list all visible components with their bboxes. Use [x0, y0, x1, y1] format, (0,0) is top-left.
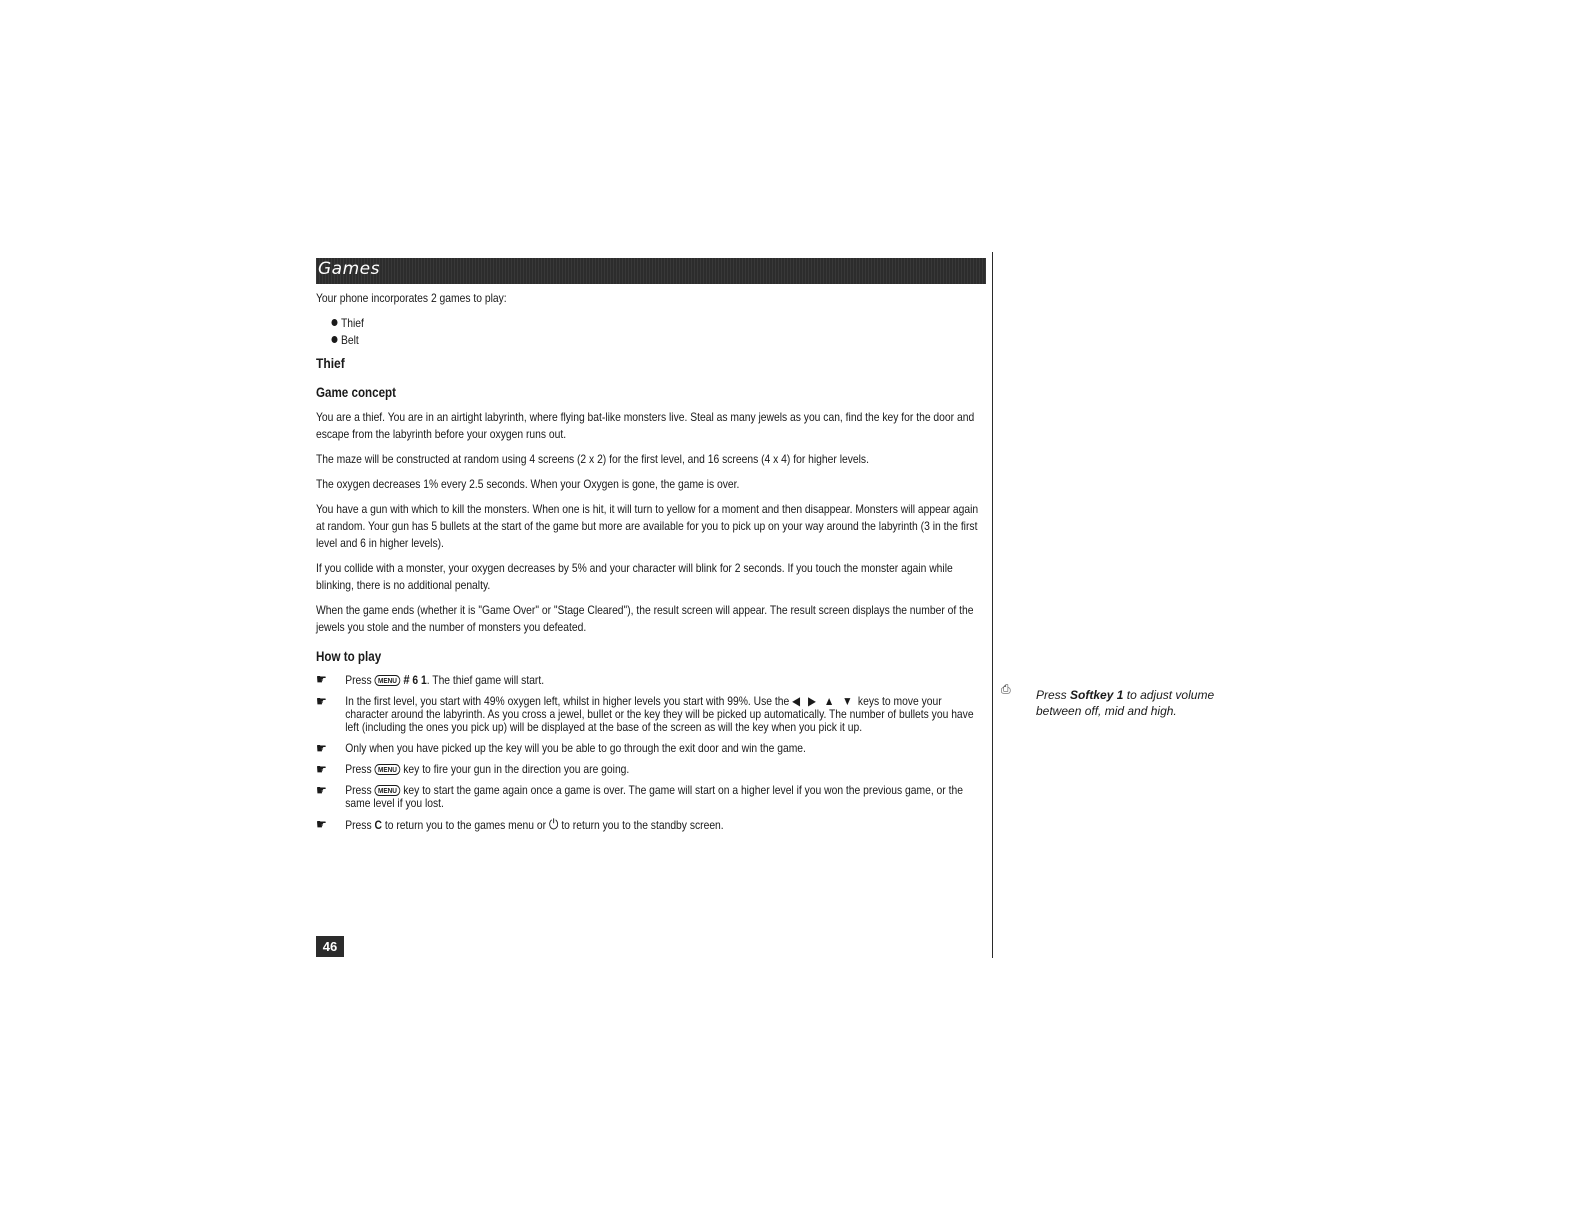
list-item: Belt [331, 332, 982, 349]
section-banner [316, 258, 986, 284]
step-item: ☛ Press C to return you to the games menu or ⏻ to return you to the standby screen. [316, 816, 724, 832]
softkey-label: Softkey 1 [1070, 688, 1124, 702]
instruction-steps [316, 673, 982, 832]
pointing-hand-icon: ☛ [316, 671, 327, 687]
page-title: Games [318, 259, 380, 279]
concept-paragraph: If you collide with a monster, your oxygen decreases by 5% and your character will blink for 2 seconds. If you touch the monster again while blinking, there is no additional penalty. [316, 561, 953, 592]
power-end-key-icon: ⏻ [548, 816, 559, 832]
step-item: ☛ Press MENU key to fire your gun in the direction you are going. [316, 761, 630, 777]
pointing-hand-icon: ☛ [316, 740, 327, 756]
pointing-hand-icon: ☛ [316, 693, 327, 709]
pointing-hand-icon: ☛ [316, 761, 327, 777]
games-list [331, 315, 982, 349]
column-divider [992, 252, 993, 958]
list-item: Thief [331, 315, 982, 332]
concept-paragraph: When the game ends (whether it is "Game Over" or "Stage Cleared"), the result screen will appear. The result screen displays the number of the jewels you stole and the number of monsters you defeated. [316, 603, 974, 634]
note-icon: ⎙ [1001, 682, 1011, 696]
concept-paragraph: The maze will be constructed at random using 4 screens (2 x 2) for the first level, and 16 screens (4 x 4) for higher levels. [316, 452, 869, 466]
page-number: 46 [316, 936, 344, 957]
concept-paragraph: You are a thief. You are in an airtight labyrinth, where flying bat-like monsters live. Steal as many jewels as you can, find the key for the door and escape from the labyrinth before your oxygen runs out. [316, 410, 975, 441]
step-item: ☛ Only when you have picked up the key will you be able to go through the exit door and win the game. [316, 740, 806, 756]
bullet-dot-icon [331, 319, 337, 326]
hash-key-icon: # [403, 672, 410, 687]
menu-key-icon: MENU [375, 785, 401, 796]
section-heading-thief: Thief [316, 355, 345, 371]
subheading-how-to-play: How to play [316, 649, 382, 664]
subheading-game-concept: Game concept [316, 385, 397, 400]
step-item: ☛ Press MENU # 6 1. The thief game will start. [316, 671, 545, 687]
menu-key-icon: MENU [375, 675, 401, 686]
main-content [316, 290, 984, 840]
step-item: ☛ Press MENU key to start the game again once a game is over. The game will start on a higher level if you won the previous game, or the same level if you lost. [316, 782, 963, 810]
step-item: ☛ In the first level, you start with 49% oxygen left, whilst in higher levels you start with 99%. Use the ◀ ▶ ▲ ▼ keys to move your character around the labyrinth. As you cross a jewel, bullet or the key they will be picked up automatically. The number of bullets you have left (including the ones you pick up) will be displayed at the base of the screen as will the key when you pick it up. [316, 693, 974, 734]
concept-paragraph: You have a gun with which to kill the monsters. When one is hit, it will turn to yellow for a moment and then disappear. Monsters will appear again at random. Your gun has 5 bullets at the start of the game but more are available for you to pick up on your way around the labyrinth (3 in the first level and 6 in higher levels). [316, 502, 979, 550]
c-key: C [374, 818, 382, 832]
concept-paragraph: The oxygen decreases 1% every 2.5 seconds. When your Oxygen is gone, the game is over. [316, 477, 740, 491]
menu-key-icon: MENU [375, 764, 401, 775]
bullet-dot-icon [331, 336, 337, 343]
pointing-hand-icon: ☛ [316, 816, 327, 832]
content-block [316, 290, 982, 832]
side-note: Press Softkey 1 to adjust volume between off, mid and high. [1036, 688, 1215, 718]
intro-text: Your phone incorporates 2 games to play: [316, 291, 507, 305]
pointing-hand-icon: ☛ [316, 782, 327, 798]
arrow-keys-icon: ◀ ▶ ▲ ▼ [792, 694, 856, 708]
